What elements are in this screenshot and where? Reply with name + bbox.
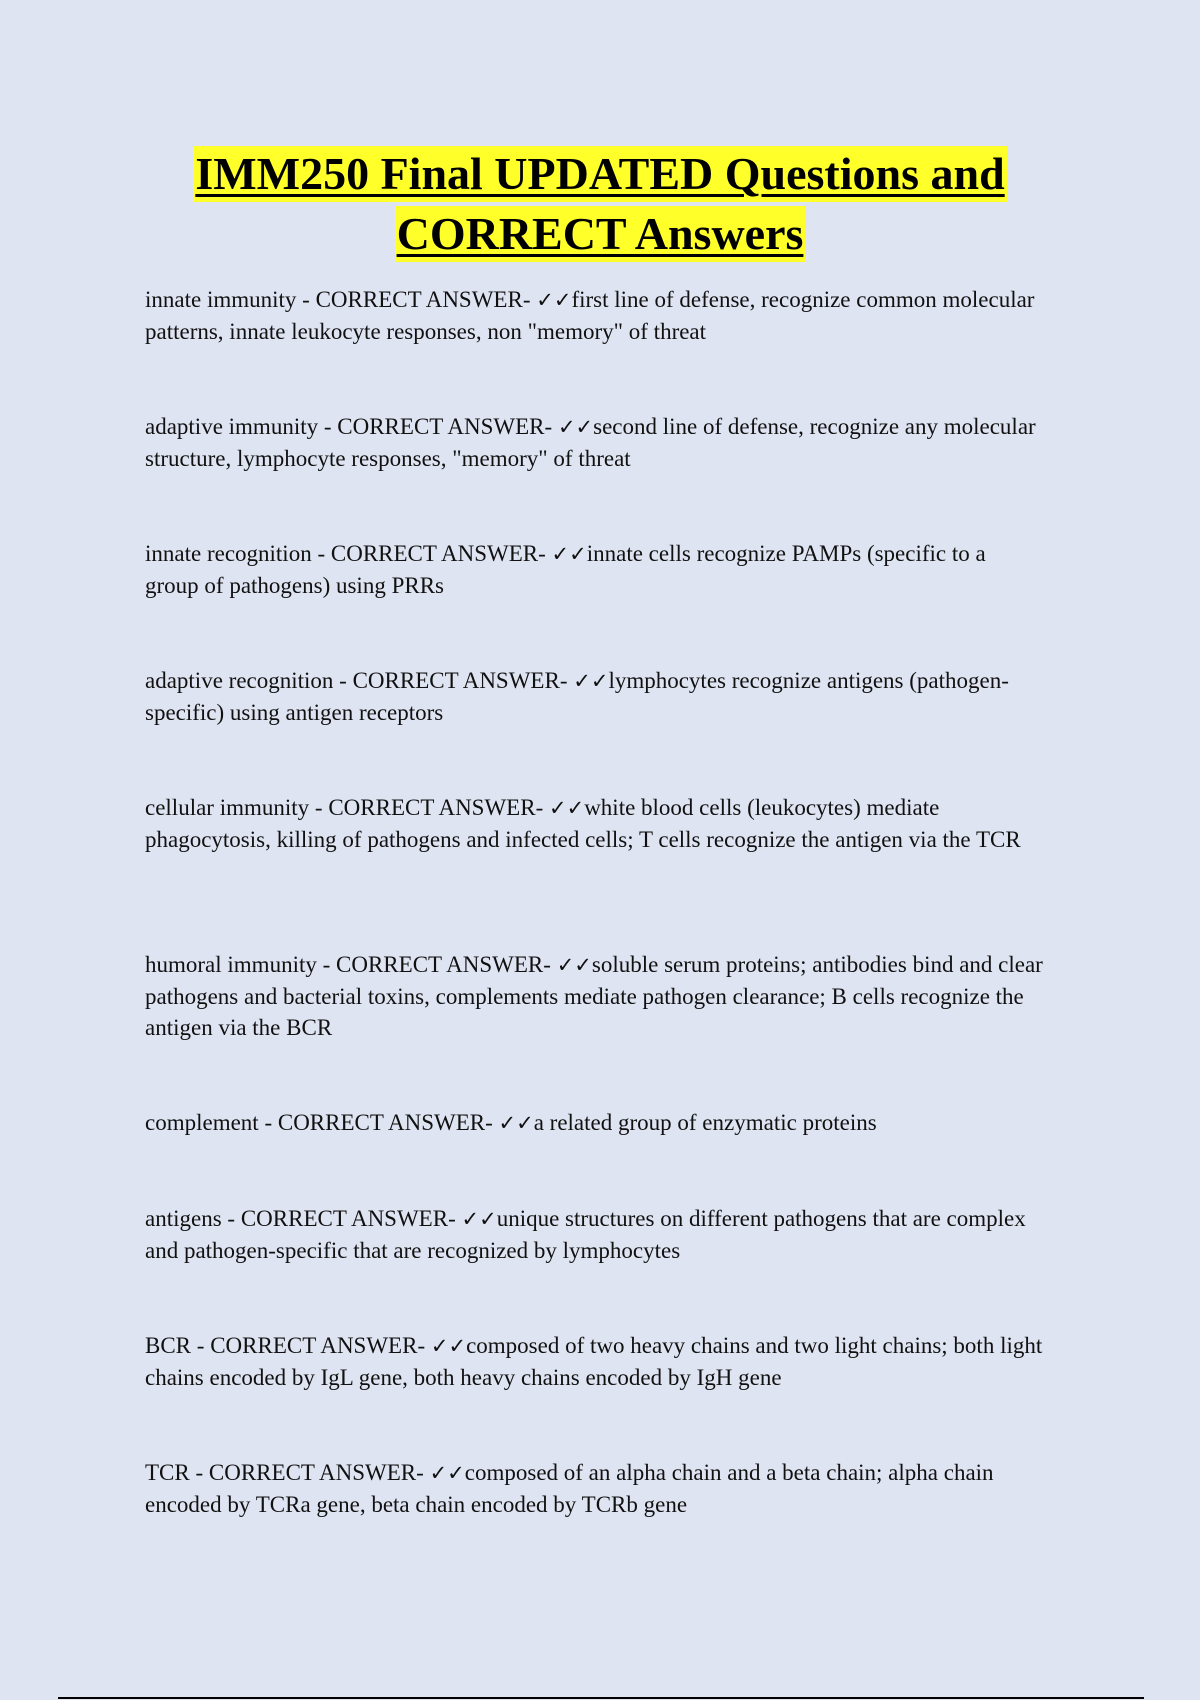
qa-term: complement: [145, 1110, 259, 1135]
qa-separator: - CORRECT ANSWER-: [296, 287, 537, 312]
qa-separator: - CORRECT ANSWER-: [258, 1110, 499, 1135]
check-icon: ✓✓: [461, 1207, 497, 1231]
qa-answer: lymphocytes recognize antigens (pathogen-specific) using antigen receptors: [145, 668, 1009, 725]
check-icon: ✓✓: [536, 288, 572, 312]
qa-item: [145, 538, 1045, 601]
qa-separator: - CORRECT ANSWER-: [221, 1206, 462, 1231]
qa-term: humoral immunity: [145, 952, 317, 977]
qa-answer: second line of defense, recognize any molecular structure, lymphocyte responses, "memory" of threat: [145, 414, 1036, 471]
qa-answer: soluble serum proteins; antibodies bind and clear pathogens and bacterial toxins, complements mediate pathogen clearance; B cells recognize the antigen via the BCR: [145, 952, 1043, 1040]
qa-item: [145, 1107, 1045, 1139]
check-icon: ✓✓: [551, 542, 587, 566]
qa-item: [145, 1457, 1045, 1520]
check-icon: ✓✓: [573, 669, 609, 693]
footer-rule: [58, 1697, 1144, 1699]
qa-term: innate recognition: [145, 541, 312, 566]
qa-term: TCR: [145, 1460, 190, 1485]
qa-term: cellular immunity: [145, 795, 310, 820]
check-icon: ✓✓: [498, 1111, 534, 1135]
qa-term: antigens: [145, 1206, 222, 1231]
qa-separator: - CORRECT ANSWER-: [318, 414, 558, 439]
check-icon: ✓✓: [429, 1461, 465, 1485]
qa-separator: - CORRECT ANSWER-: [311, 541, 552, 566]
qa-item: [145, 665, 1045, 728]
qa-answer: composed of an alpha chain and a beta chain; alpha chain encoded by TCRa gene, beta chain encoded by TCRb gene: [145, 1460, 994, 1517]
qa-answer: composed of two heavy chains and two light chains; both light chains encoded by IgL gene, both heavy chains encoded by IgH gene: [145, 1333, 1043, 1390]
qa-answer: a related group of enzymatic proteins: [533, 1110, 877, 1135]
qa-answer: innate cells recognize PAMPs (specific to a group of pathogens) using PRRs: [145, 541, 986, 598]
check-icon: ✓✓: [430, 1334, 467, 1358]
check-icon: ✓✓: [557, 415, 594, 439]
qa-item: [145, 949, 1045, 1043]
check-icon: ✓✓: [556, 953, 592, 977]
qa-term: adaptive recognition: [145, 668, 334, 693]
qa-separator: - CORRECT ANSWER-: [309, 795, 549, 820]
qa-item: [145, 792, 1045, 855]
qa-term: innate immunity: [145, 287, 297, 312]
qa-answer: white blood cells (leukocytes) mediate phagocytosis, killing of pathogens and infected cells; T cells recognize the antigen via the TCR: [145, 795, 1021, 852]
qa-separator: - CORRECT ANSWER-: [316, 952, 557, 977]
check-icon: ✓✓: [548, 796, 585, 820]
qa-item: [145, 1203, 1045, 1266]
qa-item: [145, 411, 1045, 474]
qa-separator: - CORRECT ANSWER-: [189, 1460, 430, 1485]
qa-item: [145, 284, 1045, 347]
qa-separator: - CORRECT ANSWER-: [191, 1333, 431, 1358]
qa-answer: unique structures on different pathogens that are complex and pathogen-specific that are recognized by lymphocytes: [145, 1206, 1026, 1263]
qa-term: BCR: [145, 1333, 192, 1358]
title-line-2: CORRECT Answers: [395, 206, 806, 262]
qa-answer: first line of defense, recognize common molecular patterns, innate leukocyte responses, non "memory" of threat: [145, 287, 1035, 344]
qa-separator: - CORRECT ANSWER-: [333, 668, 574, 693]
qa-term: adaptive immunity: [145, 414, 319, 439]
title-line-1: IMM250 Final UPDATED Questions and: [193, 146, 1006, 202]
qa-item: [145, 1330, 1045, 1393]
document-title: [0, 146, 1200, 266]
